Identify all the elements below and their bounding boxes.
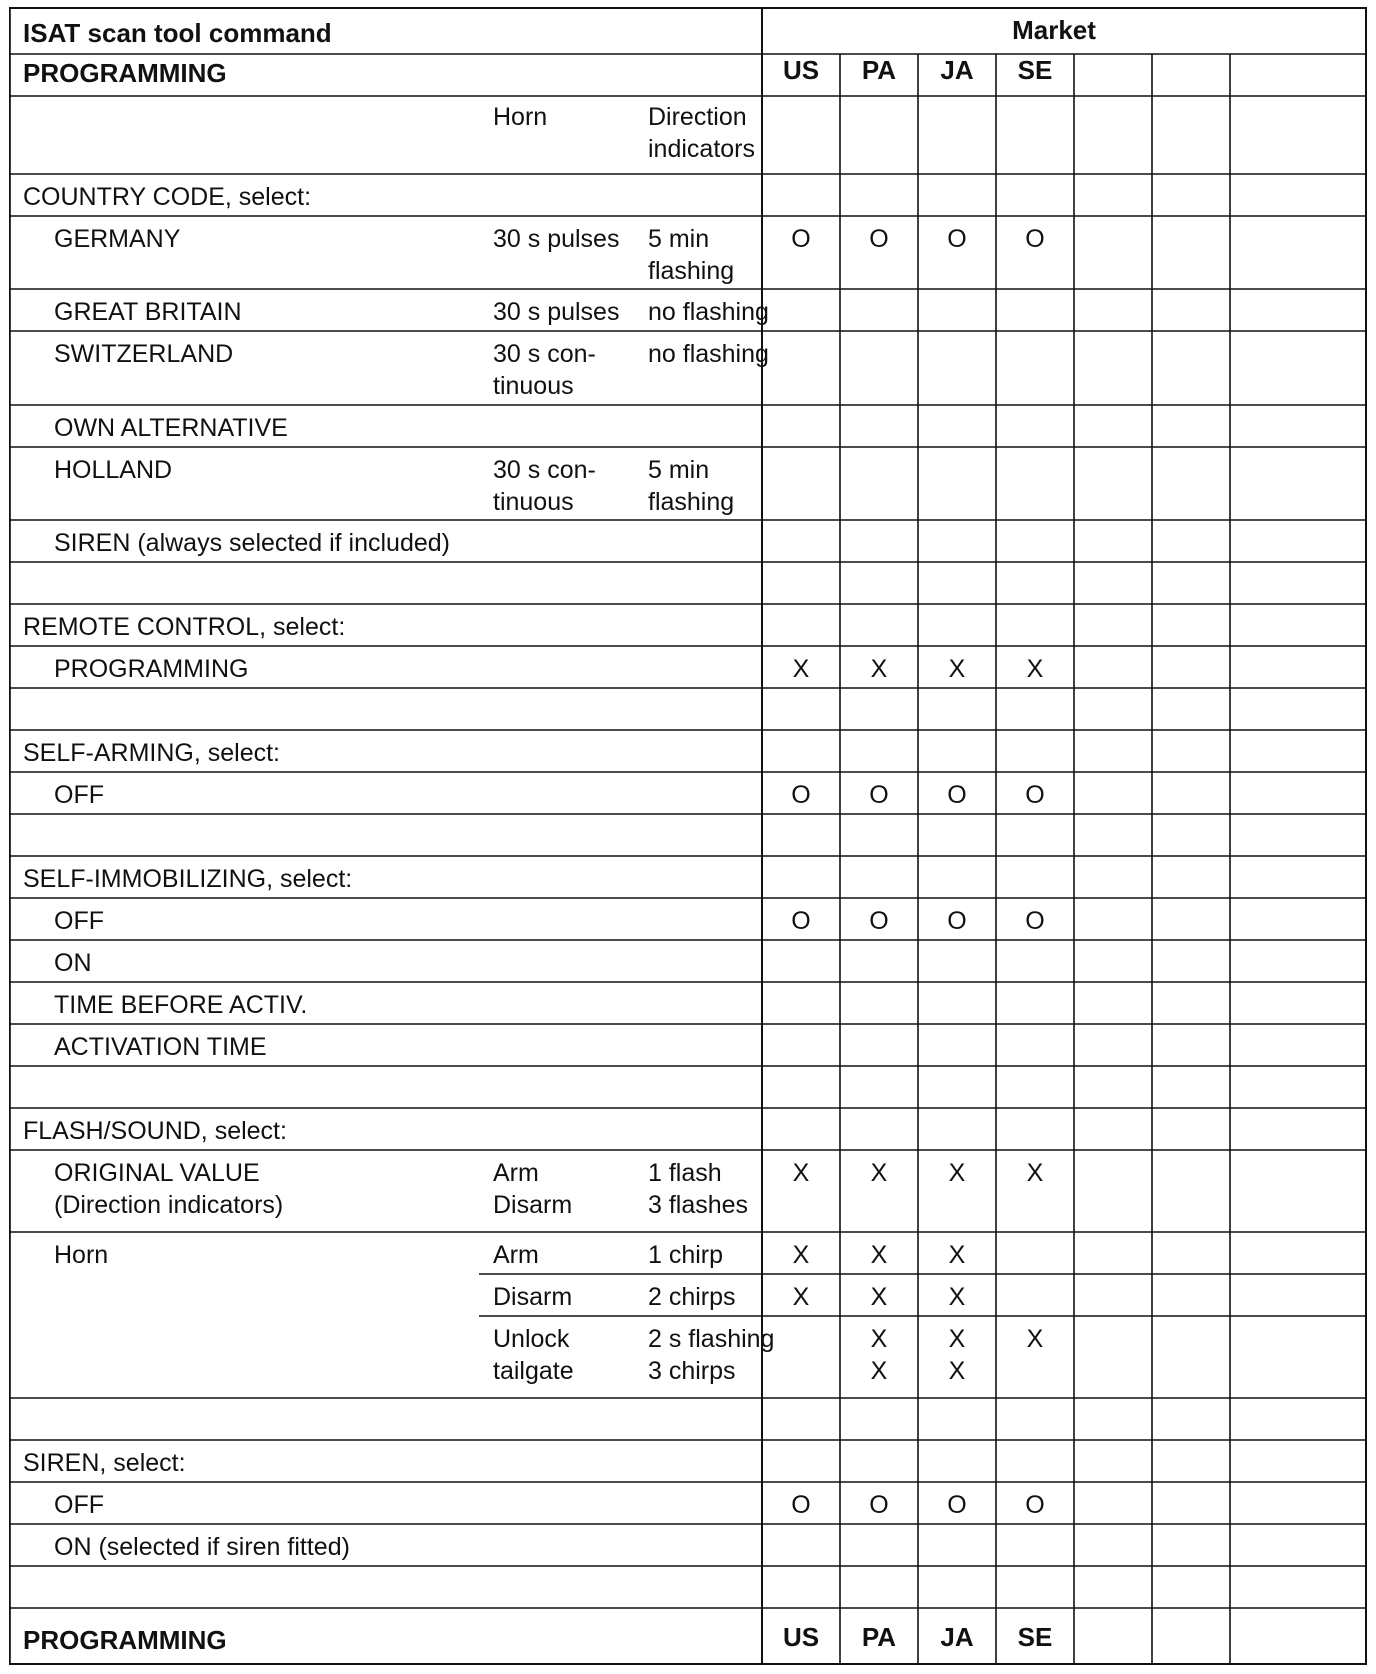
direction-indicators-header: Direction indicators bbox=[648, 103, 755, 163]
row-horn-value: 30 s pulses bbox=[493, 225, 620, 253]
row-horn-value: 30 s con- tinuous bbox=[493, 340, 596, 400]
market-pa-mark: O bbox=[869, 1491, 889, 1519]
row-option-label: GERMANY bbox=[54, 225, 181, 253]
row-horn-value: Unlock tailgate bbox=[493, 1325, 574, 1385]
row-option-label: OFF bbox=[54, 1491, 104, 1519]
market-us-header: US bbox=[782, 55, 820, 85]
market-pa-mark: O bbox=[869, 781, 889, 809]
row-horn-value: Arm Disarm bbox=[493, 1159, 573, 1219]
market-us-mark: X bbox=[792, 1241, 810, 1269]
market-pa-mark: X bbox=[870, 1283, 888, 1311]
row-group-label: FLASH/SOUND, select: bbox=[23, 1117, 287, 1145]
row-horn-value: Arm bbox=[493, 1241, 539, 1269]
market-pa-mark: X bbox=[870, 1159, 888, 1187]
market-pa-mark: O bbox=[869, 225, 889, 253]
market-ja-mark: X X bbox=[948, 1325, 966, 1385]
command-column-header: ISAT scan tool command bbox=[23, 18, 332, 48]
row-direction-value: 5 min flashing bbox=[648, 225, 735, 285]
footer-market-pa: PA bbox=[861, 1622, 897, 1652]
footer-market-ja: JA bbox=[940, 1622, 974, 1652]
row-direction-value: 2 chirps bbox=[648, 1283, 736, 1311]
market-pa-mark: X bbox=[870, 655, 888, 683]
market-pa-mark: X X bbox=[870, 1325, 888, 1385]
row-option-label: Horn bbox=[54, 1241, 109, 1269]
market-se-mark: O bbox=[1025, 907, 1045, 935]
market-pa-mark: O bbox=[869, 907, 889, 935]
market-ja-mark: O bbox=[947, 907, 967, 935]
market-us-mark: X bbox=[792, 655, 810, 683]
row-horn-value: 30 s pulses bbox=[493, 298, 620, 326]
section-title: PROGRAMMING bbox=[23, 58, 227, 88]
market-us-mark: X bbox=[792, 1159, 810, 1187]
market-pa-header: PA bbox=[861, 55, 897, 85]
row-option-label: ON (selected if siren fitted) bbox=[54, 1533, 350, 1561]
market-se-mark: X bbox=[1026, 1159, 1044, 1187]
row-direction-value: 1 chirp bbox=[648, 1241, 724, 1269]
horn-column-header: Horn bbox=[493, 103, 548, 131]
market-ja-mark: O bbox=[947, 225, 967, 253]
row-horn-value: 30 s con- tinuous bbox=[493, 456, 596, 516]
row-group-label: SELF-IMMOBILIZING, select: bbox=[23, 865, 353, 893]
row-direction-value: 5 min flashing bbox=[648, 456, 735, 516]
row-option-label: ACTIVATION TIME bbox=[54, 1033, 267, 1061]
row-option-label: OFF bbox=[54, 781, 104, 809]
footer-market-us: US bbox=[782, 1622, 820, 1652]
row-direction-value: no flashing bbox=[648, 298, 769, 326]
footer-section-title: PROGRAMMING bbox=[23, 1625, 227, 1655]
row-option-label: SIREN (always selected if included) bbox=[54, 529, 450, 557]
market-ja-mark: X bbox=[948, 655, 966, 683]
market-ja-header: JA bbox=[940, 55, 974, 85]
row-direction-value: no flashing bbox=[648, 340, 769, 368]
market-se-mark: O bbox=[1025, 225, 1045, 253]
programming-table bbox=[9, 7, 1367, 1665]
market-se-mark: O bbox=[1025, 1491, 1045, 1519]
row-option-label: HOLLAND bbox=[54, 456, 173, 484]
market-ja-mark: X bbox=[948, 1159, 966, 1187]
market-se-mark: O bbox=[1025, 781, 1045, 809]
row-group-label: SIREN, select: bbox=[23, 1449, 186, 1477]
market-ja-mark: X bbox=[948, 1283, 966, 1311]
row-option-label: OFF bbox=[54, 907, 104, 935]
row-option-label: GREAT BRITAIN bbox=[54, 298, 242, 326]
market-se-mark: X bbox=[1026, 1325, 1044, 1353]
row-horn-value: Disarm bbox=[493, 1283, 573, 1311]
row-option-label: ON bbox=[54, 949, 92, 977]
row-option-label: ORIGINAL VALUE (Direction indicators) bbox=[54, 1159, 284, 1219]
market-ja-mark: O bbox=[947, 781, 967, 809]
market-us-mark: O bbox=[791, 225, 811, 253]
market-header: Market bbox=[1012, 15, 1096, 45]
row-option-label: TIME BEFORE ACTIV. bbox=[54, 991, 308, 1019]
row-option-label: OWN ALTERNATIVE bbox=[54, 414, 288, 442]
market-ja-mark: X bbox=[948, 1241, 966, 1269]
row-direction-value: 1 flash 3 flashes bbox=[648, 1159, 749, 1219]
market-us-mark: O bbox=[791, 1491, 811, 1519]
market-pa-mark: X bbox=[870, 1241, 888, 1269]
row-direction-value: 2 s flashing 3 chirps bbox=[648, 1325, 775, 1385]
row-option-label: PROGRAMMING bbox=[54, 655, 249, 683]
row-group-label: COUNTRY CODE, select: bbox=[23, 183, 312, 211]
market-us-mark: O bbox=[791, 781, 811, 809]
market-ja-mark: O bbox=[947, 1491, 967, 1519]
row-group-label: REMOTE CONTROL, select: bbox=[23, 613, 346, 641]
row-option-label: SWITZERLAND bbox=[54, 340, 234, 368]
market-se-mark: X bbox=[1026, 655, 1044, 683]
market-se-header: SE bbox=[1017, 55, 1053, 85]
row-group-label: SELF-ARMING, select: bbox=[23, 739, 280, 767]
market-us-mark: O bbox=[791, 907, 811, 935]
footer-market-se: SE bbox=[1017, 1622, 1053, 1652]
market-us-mark: X bbox=[792, 1283, 810, 1311]
